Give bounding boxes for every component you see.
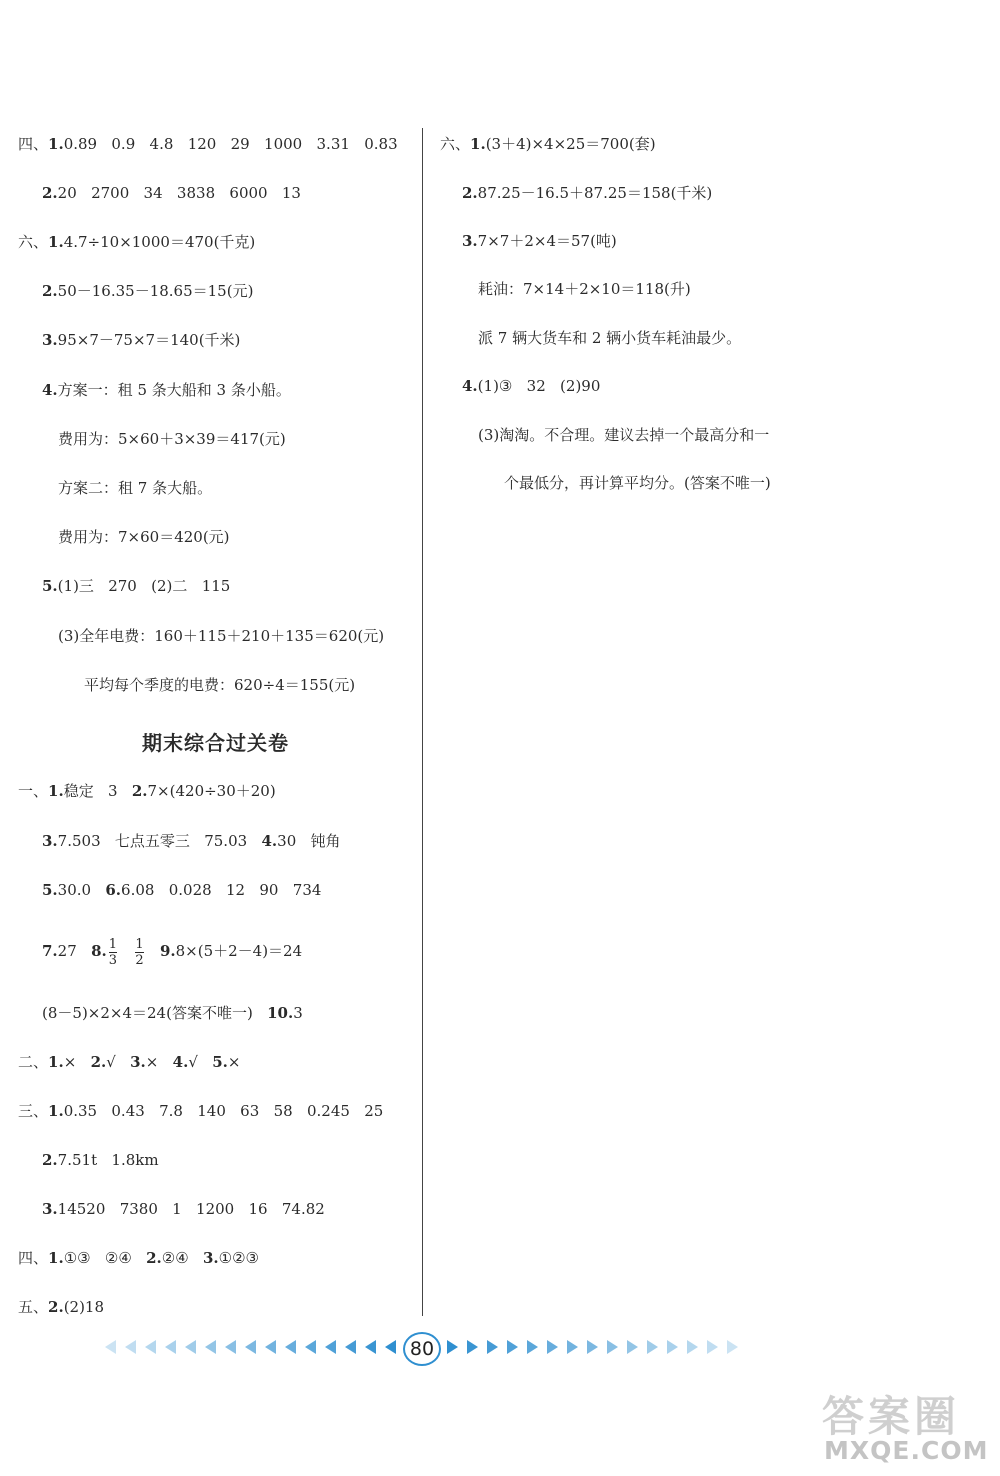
section-title: 期末综合过关卷 [142,731,289,755]
answer-line: 二、1.× 2.√ 3.× 4.√ 5.× [18,1053,241,1071]
arrow-right-icon [507,1340,518,1354]
arrow-left-icon [125,1340,136,1354]
arrow-right-icon [487,1340,498,1354]
arrow-left-icon [285,1340,296,1354]
answer-line: 六、1.(3＋4)×4×25＝700(套) [440,135,656,153]
arrow-left-icon [385,1340,396,1354]
arrow-left-icon [245,1340,256,1354]
arrow-left-icon [185,1340,196,1354]
answer-line: 7.27 8. $\frac{1}{3}$ $\frac{1}{2}$ 9.8×(5＋2－4)＝24 [42,936,303,968]
answer-line: 5.(1)三 270 (2)二 115 [42,577,231,595]
answer-line: 3.7.503 七点五零三 75.03 4.30 钝角 [42,832,341,850]
arrow-right-icon [727,1340,738,1354]
answer-line: 四、1.①③ ②④ 2.②④ 3.①②③ [18,1249,259,1267]
answer-line: 三、1.0.35 0.43 7.8 140 63 58 0.245 25 [18,1102,384,1120]
answer-line: 五、2.(2)18 [18,1298,105,1316]
arrow-left-icon [265,1340,276,1354]
arrow-left-icon [345,1340,356,1354]
answer-line: 4.方案一：租 5 条大船和 3 条小船。 [42,381,291,399]
arrow-left-icon [165,1340,176,1354]
watermark-text: 答案圈 [822,1392,961,1441]
page-number-bar [105,1336,740,1360]
arrow-right-icon [607,1340,618,1354]
answer-line: 方案二：租 7 条大船。 [58,479,213,497]
watermark-url: MXQE.COM [824,1436,989,1465]
answer-line: (3)全年电费：160＋115＋210＋135＝620(元) [58,627,385,645]
page-number: 80 [403,1332,441,1366]
answer-line: (8－5)×2×4＝24(答案不唯一) 10.3 [42,1004,303,1022]
arrow-right-icon [467,1340,478,1354]
arrow-left-icon [305,1340,316,1354]
arrow-right-icon [667,1340,678,1354]
arrow-right-icon [627,1340,638,1354]
answer-line: 派 7 辆大货车和 2 辆小货车耗油最少。 [478,329,742,347]
fraction: $\frac{1}{3}$ [108,936,118,968]
answer-line: 六、1.4.7÷10×1000＝470(千克) [18,233,256,251]
answer-line: 3.95×7－75×7＝140(千米) [42,331,241,349]
arrow-right-icon [707,1340,718,1354]
fraction: $\frac{1}{2}$ [135,936,144,968]
arrow-right-icon [687,1340,698,1354]
arrow-right-icon [647,1340,658,1354]
arrow-right-icon [587,1340,598,1354]
arrow-right-icon [527,1340,538,1354]
arrow-right-icon [447,1340,458,1354]
arrow-left-icon [365,1340,376,1354]
arrow-left-icon [145,1340,156,1354]
answer-line: 3.14520 7380 1 1200 16 74.82 [42,1200,325,1218]
column-divider [422,128,423,1316]
answer-line: 费用为：5×60＋3×39＝417(元) [58,430,286,448]
arrow-left-icon [225,1340,236,1354]
answer-line: 2.7.51t 1.8km [42,1151,159,1169]
answer-line: 2.20 2700 34 3838 6000 13 [42,184,301,202]
answer-line: 3.7×7＋2×4＝57(吨) [462,232,617,250]
answer-line: (3)淘淘。不合理。建议去掉一个最高分和一 [478,426,770,444]
arrow-right-icon [567,1340,578,1354]
answer-line: 费用为：7×60＝420(元) [58,528,230,546]
arrow-right-icon [547,1340,558,1354]
answer-line: 耗油：7×14＋2×10＝118(升) [478,280,691,298]
answer-line: 2.87.25－16.5＋87.25＝158(千米) [462,184,713,202]
answer-line: 4.(1)③ 32 (2)90 [462,377,601,395]
answer-line: 平均每个季度的电费：620÷4＝155(元) [84,676,356,694]
answer-line: 个最低分，再计算平均分。(答案不唯一) [504,474,771,492]
answer-line: 一、1.稳定 3 2.7×(420÷30＋20) [18,782,276,800]
arrow-left-icon [205,1340,216,1354]
answer-line: 2.50－16.35－18.65＝15(元) [42,282,254,300]
answer-line: 5.30.0 6.6.08 0.028 12 90 734 [42,881,322,899]
answer-line: 四、1.0.89 0.9 4.8 120 29 1000 3.31 0.83 [18,135,398,153]
arrow-left-icon [105,1340,116,1354]
arrow-left-icon [325,1340,336,1354]
watermark-logo [822,1384,992,1468]
